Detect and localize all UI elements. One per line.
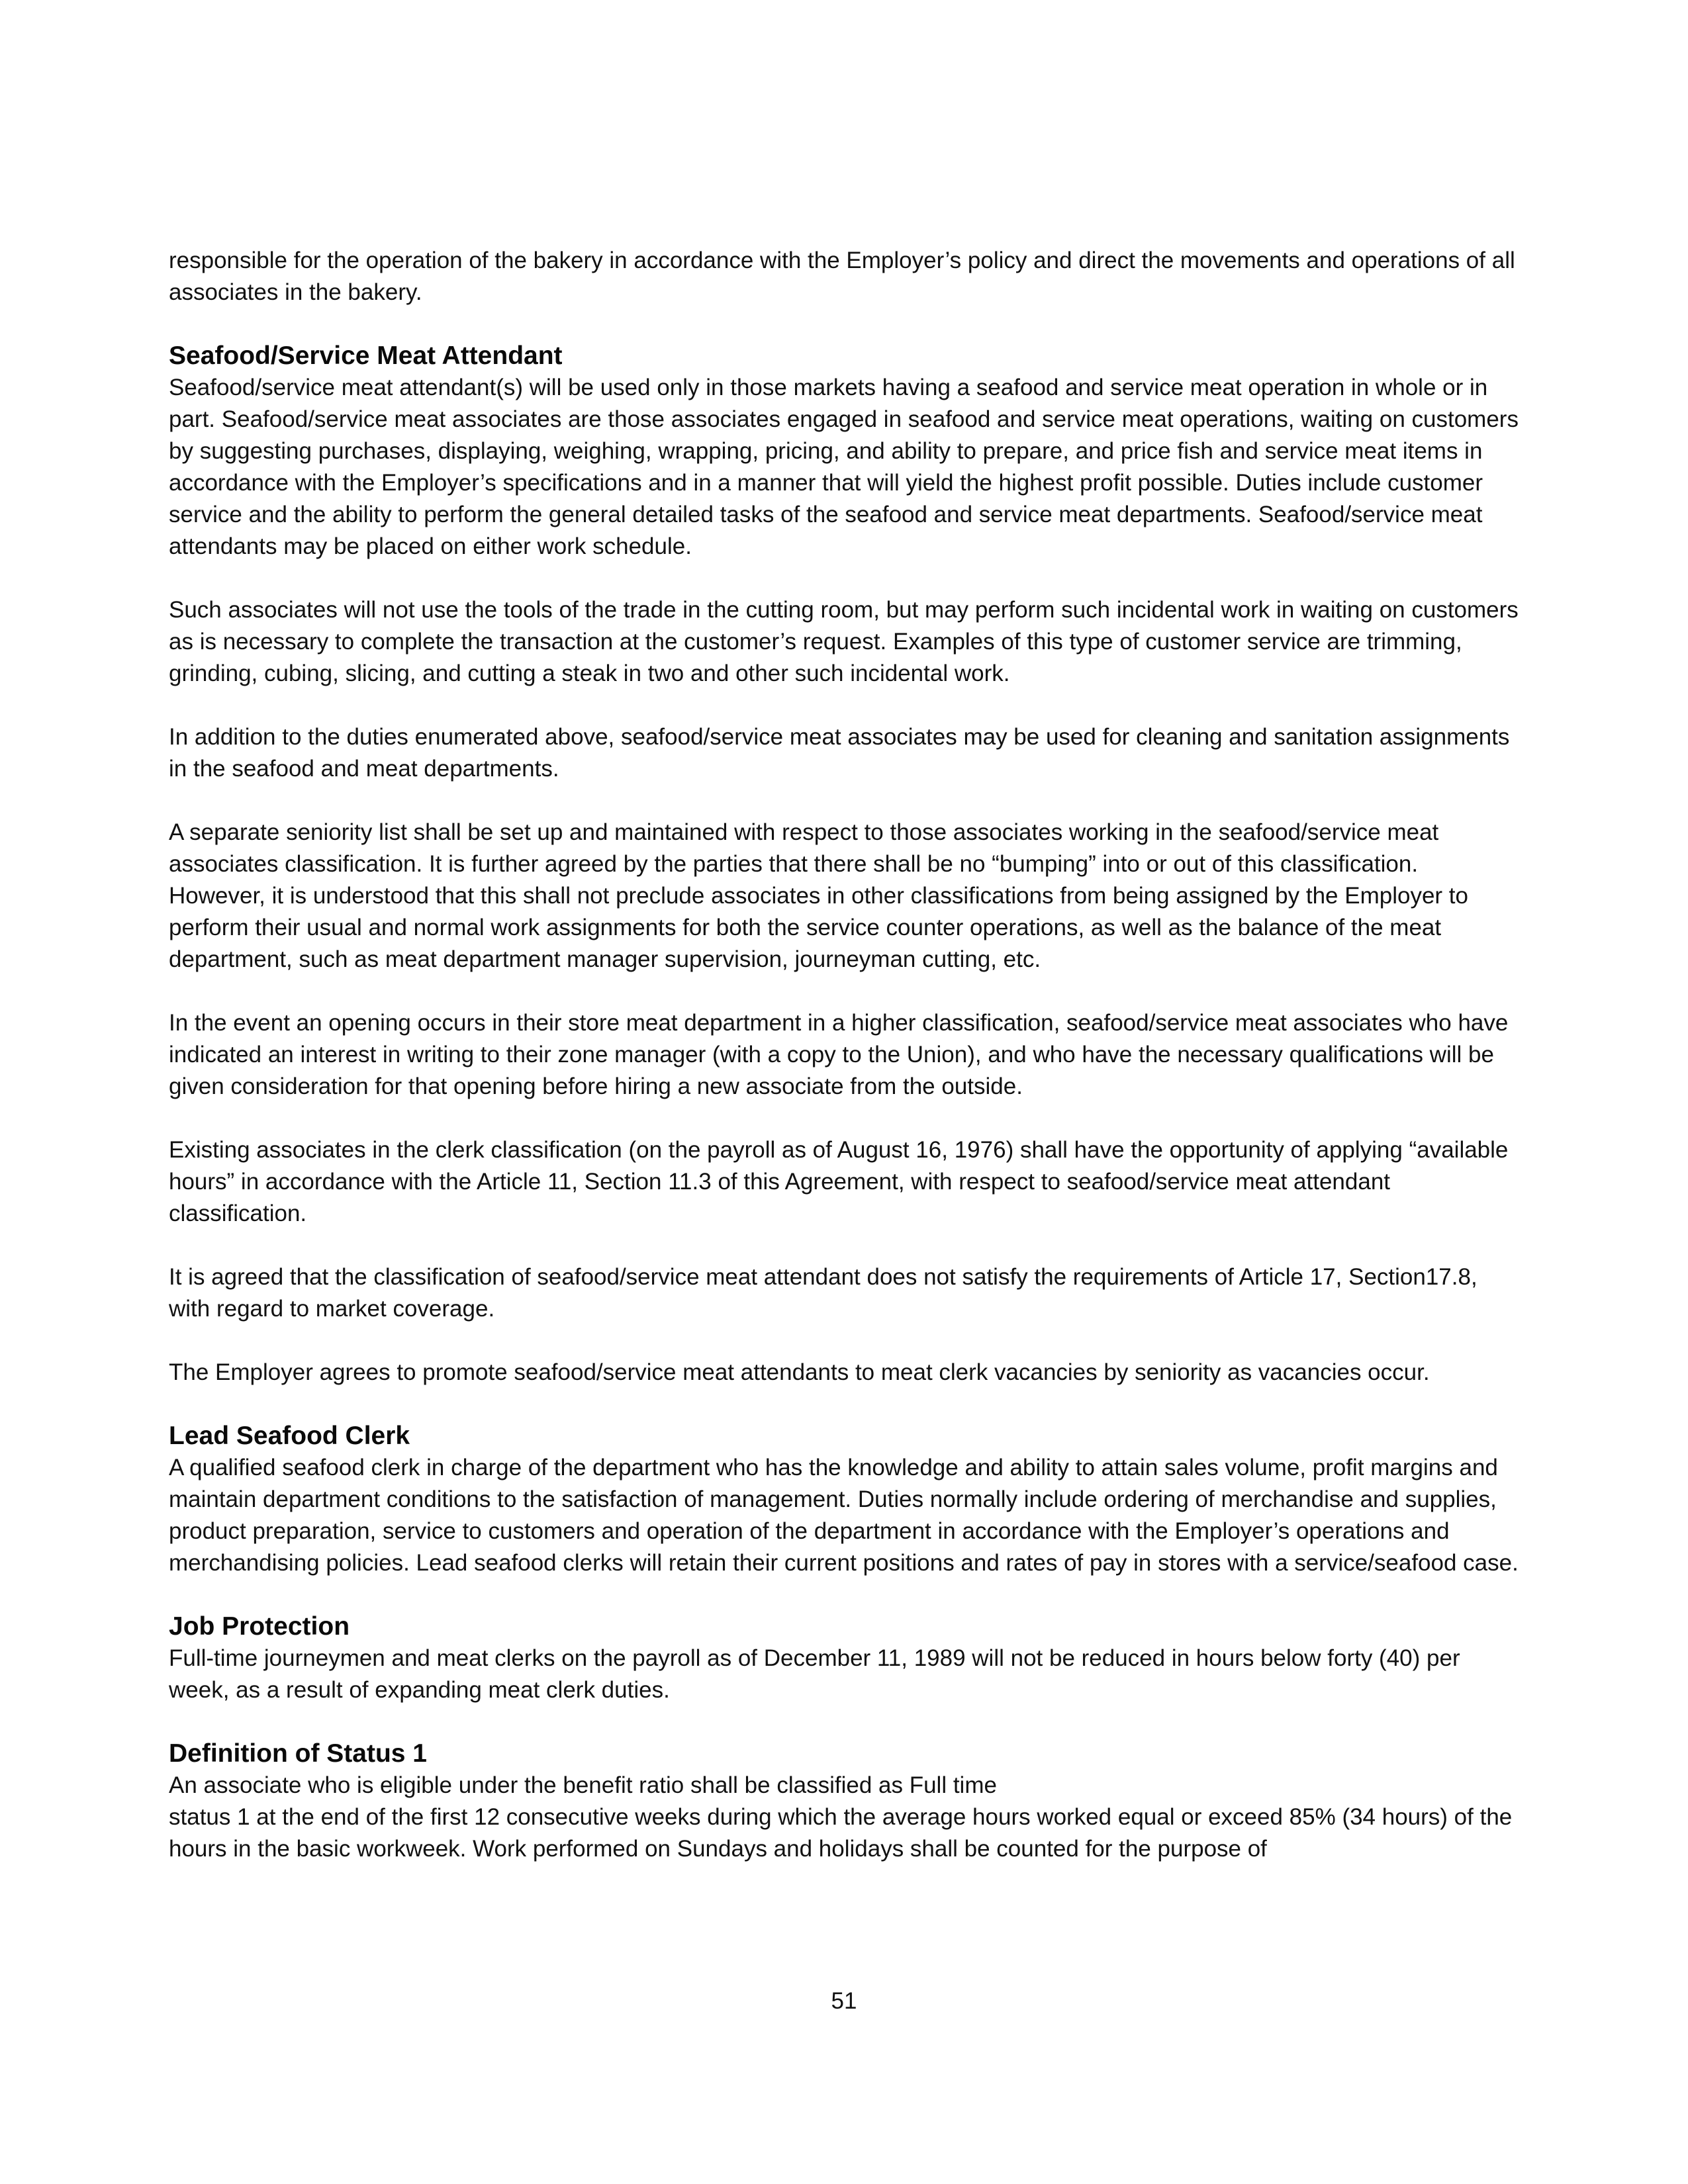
page-number: 51 [831, 1988, 857, 2014]
paragraph: In the event an opening occurs in their store meat department in a higher classification, seafood/service meat associates who have indicated an interest in writing to their zone manager (with a copy to the Union), and who have the necessary qualifications will be given consideration for that opening before hiring a new associate from the outside. [169, 1010, 1509, 1099]
paragraph: It is agreed that the classification of seafood/service meat attendant does not satisfy the requirements of Article 17, Section17.8, with regard to market coverage. [169, 1264, 1477, 1322]
intro-paragraph: responsible for the operation of the bakery in accordance with the Employer’s policy and direct the movements and operations of all associates in the bakery. [169, 248, 1515, 305]
section-heading-seafood-service-meat-attendant: Seafood/Service Meat Attendant [169, 341, 563, 370]
section-heading-definition-of-status-1: Definition of Status 1 [169, 1739, 427, 1768]
paragraph: A qualified seafood clerk in charge of the department who has the knowledge and ability to attain sales volume, profit margins and maintain department conditions to the satisfaction of management. Duties normally include ordering of merchandise and supplies, product preparation, service to customers and operation of the department in accordance with the Employer’s operations and merchandising policies. Lead seafood clerks will retain their current positions and rates of pay in stores with a service/seafood case. [169, 1455, 1519, 1576]
paragraph: Full-time journeymen and meat clerks on the payroll as of December 11, 1989 will not be reduced in hours below forty (40) per week, as a result of expanding meat clerk duties. [169, 1645, 1460, 1703]
section-heading-job-protection: Job Protection [169, 1612, 350, 1641]
paragraph: Existing associates in the clerk classification (on the payroll as of August 16, 1976) shall have the opportunity of applying “available hours” in accordance with the Article 11, Section 11.3 of this Agreement, with respect to seafood/service meat attendant classification. [169, 1137, 1509, 1226]
paragraph: Such associates will not use the tools of the trade in the cutting room, but may perform such incidental work in waiting on customers as is necessary to complete the transaction at the customer’s request. Examples of this type of customer service are trimming, grinding, cubing, slicing, and cutting a steak in two and other such incidental work. [169, 597, 1519, 686]
section-heading-lead-seafood-clerk: Lead Seafood Clerk [169, 1422, 410, 1450]
paragraph: In addition to the duties enumerated above, seafood/service meat associates may be used for cleaning and sanitation assignments in the seafood and meat departments. [169, 724, 1510, 782]
paragraph: An associate who is eligible under the benefit ratio shall be classified as Full time status 1 at the end of the first 12 consecutive weeks during which the average hours worked equal or exceed 85% (34 hours) of the hours in the basic workweek. Work performed on Sundays and holidays shall be counted for the purpose of [169, 1772, 1513, 1862]
page-body [169, 245, 1519, 1865]
paragraph: The Employer agrees to promote seafood/service meat attendants to meat clerk vacancies by seniority as vacancies occur. [169, 1359, 1430, 1385]
paragraph: Seafood/service meat attendant(s) will be used only in those markets having a seafood and service meat operation in whole or in part. Seafood/service meat associates are those associates engaged in seafood and service meat operations, waiting on customers by suggesting purchases, displaying, weighing, wrapping, pricing, and ability to prepare, and price fish and service meat items in accordance with the Employer’s specifications and in a manner that will yield the highest profit possible. Duties include customer service and the ability to perform the general detailed tasks of the seafood and service meat departments. Seafood/service meat attendants may be placed on either work schedule. [169, 375, 1519, 559]
paragraph: A separate seniority list shall be set up and maintained with respect to those associates working in the seafood/service meat associates classification. It is further agreed by the parties that there shall be no “bumping” into or out of this classification. However, it is understood that this shall not preclude associates in other classifications from being assigned by the Employer to perform their usual and normal work assignments for both the service counter operations, as well as the balance of the meat department, such as meat department manager supervision, journeyman cutting, etc. [169, 819, 1468, 972]
